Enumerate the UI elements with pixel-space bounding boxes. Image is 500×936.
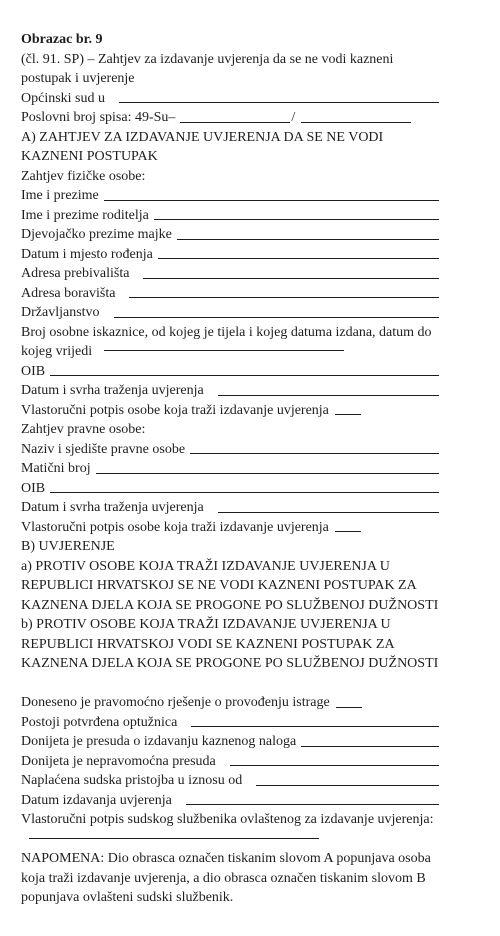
- section-a-title: A) ZAHTJEV ZA IZDAVANJE UVJERENJA DA SE NE VODI KAZNENI POSTUPAK: [21, 129, 384, 164]
- procedure-label: Donijeta je nepravomoćna presuda: [21, 753, 216, 769]
- signature-field[interactable]: [335, 414, 361, 415]
- procedure-row: [21, 752, 439, 772]
- natural-field-label: Ime i prezime: [21, 188, 99, 203]
- legal-signature-row: [21, 518, 439, 538]
- case-year-field[interactable]: [301, 122, 411, 123]
- procedure-label: Datum izdavanja uvjerenja: [21, 792, 172, 808]
- date-purpose-row: [21, 381, 439, 401]
- natural-person-heading: Zahtjev fizičke osobe:: [21, 168, 146, 184]
- legal-person-heading: Zahtjev pravne osobe:: [21, 422, 146, 437]
- case-number-row: [21, 108, 439, 128]
- court-field[interactable]: [119, 102, 439, 103]
- natural-field-input[interactable]: [143, 278, 439, 279]
- oib-row: [21, 362, 439, 382]
- legal-field-row: [21, 440, 439, 460]
- procedure-row: [21, 791, 439, 811]
- option-a-text: a) PROTIV OSOBE KOJA TRAŽI IZDAVANJE UVJERENJA U REPUBLICI HRVATSKOJ SE NE VODI KAZNENI POSTUPAK ZA KAZNENA DJELA KOJA SE PROGONE PO SLUŽBENOJ DUŽNOSTI: [21, 558, 439, 613]
- procedure-label: Postoji potvrđena optužnica: [21, 714, 178, 730]
- legal-signature-label: Vlastoručni potpis osobe koja traži izdavanje uvjerenja: [21, 519, 329, 535]
- natural-field-row: [21, 225, 439, 245]
- natural-field-input[interactable]: [154, 219, 439, 220]
- case-number-label: Poslovni broj spisa: 49-Su–: [21, 110, 176, 125]
- section-b-title: B) UVJERENJE: [21, 539, 115, 554]
- procedure-row: [21, 713, 439, 733]
- option-b-text: b) PROTIV OSOBE KOJA TRAŽI IZDAVANJE UVJERENJA U REPUBLICI HRVATSKOJ VODI SE KAZNENI POSTUPAK ZA KAZNENA DJELA KOJA SE PROGONE PO SLUŽBENOJ DUŽNOSTI: [21, 617, 439, 671]
- form-document: [21, 30, 439, 908]
- official-signature-row: [21, 810, 439, 849]
- spacer: [21, 674, 439, 694]
- procedure-label: Doneseno je pravomoćno rješenje o provođenju istrage: [21, 695, 330, 710]
- legal-field-label: OIB: [21, 480, 46, 496]
- oib-field[interactable]: [50, 375, 439, 376]
- legal-field-input[interactable]: [96, 473, 439, 474]
- natural-field-input[interactable]: [177, 239, 439, 240]
- date-purpose-field[interactable]: [218, 395, 439, 396]
- natural-field-row: [21, 245, 439, 265]
- natural-field-input[interactable]: [114, 317, 439, 318]
- procedure-field[interactable]: [301, 746, 439, 747]
- natural-field-label: Datum i mjesto rođenja: [21, 246, 153, 262]
- natural-field-label: Djevojačko prezime majke: [21, 227, 172, 242]
- court-label: Općinski sud u: [21, 90, 105, 106]
- natural-field-label: Državljanstvo: [21, 305, 100, 320]
- legal-field-input[interactable]: [218, 512, 439, 513]
- natural-field-label: Adresa prebivališta: [21, 266, 130, 281]
- legal-field-label: Datum i svrha traženja uvjerenja: [21, 500, 204, 515]
- natural-field-row: [21, 264, 439, 284]
- procedure-field[interactable]: [230, 765, 439, 766]
- natural-field-row: [21, 303, 439, 323]
- legal-field-row: [21, 498, 439, 518]
- procedure-label: Naplaćena sudska pristojba u iznosu od: [21, 773, 243, 788]
- natural-field-row: [21, 284, 439, 304]
- natural-field-input[interactable]: [104, 200, 439, 201]
- id-card-field[interactable]: [104, 350, 344, 351]
- procedure-field[interactable]: [186, 804, 439, 805]
- natural-field-label: Adresa boravišta: [21, 285, 116, 301]
- note-text: NAPOMENA: Dio obrasca označen tiskanim slovom A popunjava osoba koja traži izdavanje uvjerenja, a dio obrasca označen tiskanim slovom B popunjava ovlašteni sudski službenik.: [21, 851, 431, 905]
- procedure-field[interactable]: [336, 707, 362, 708]
- legal-field-input[interactable]: [190, 453, 439, 454]
- procedure-field[interactable]: [256, 785, 439, 786]
- procedure-row: [21, 732, 439, 752]
- signature-label: Vlastoručni potpis osobe koja traži izdavanje uvjerenja: [21, 402, 329, 418]
- natural-field-row: [21, 186, 439, 206]
- id-card-row: [21, 323, 439, 362]
- case-number-field[interactable]: [180, 122, 290, 123]
- date-purpose-label: Datum i svrha traženja uvjerenja: [21, 383, 204, 398]
- procedure-row: [21, 771, 439, 791]
- legal-field-label: Matični broj: [21, 461, 91, 476]
- procedure-label: Donijeta je presuda o izdavanju kaznenog naloga: [21, 734, 297, 749]
- official-signature-label: Vlastoručni potpis sudskog službenika ovlaštenog za izdavanje uvjerenja:: [21, 812, 434, 827]
- id-card-label: Broj osobne iskaznice, od kojeg je tijela i kojeg datuma izdana, datum do kojeg vrijedi: [21, 324, 432, 359]
- legal-field-label: Naziv i sjedište pravne osobe: [21, 441, 186, 457]
- natural-field-label: Ime i prezime roditelja: [21, 207, 149, 223]
- legal-signature-field[interactable]: [335, 531, 361, 532]
- form-subtitle: (čl. 91. SP) – Zahtjev za izdavanje uvjerenja da se ne vodi kazneni postupak i uvjerenje: [21, 51, 394, 86]
- form-heading: Obrazac br. 9: [21, 32, 103, 47]
- case-number-separator: /: [291, 110, 296, 125]
- legal-field-row: [21, 459, 439, 479]
- natural-field-input[interactable]: [129, 297, 439, 298]
- legal-field-row: [21, 479, 439, 499]
- signature-row: [21, 401, 439, 421]
- oib-label: OIB: [21, 363, 46, 379]
- official-signature-field[interactable]: [29, 838, 319, 839]
- procedure-field[interactable]: [191, 726, 439, 727]
- court-row: [21, 89, 439, 109]
- natural-field-row: [21, 206, 439, 226]
- legal-field-input[interactable]: [50, 492, 439, 493]
- natural-field-input[interactable]: [158, 258, 439, 259]
- procedure-row: [21, 693, 439, 713]
